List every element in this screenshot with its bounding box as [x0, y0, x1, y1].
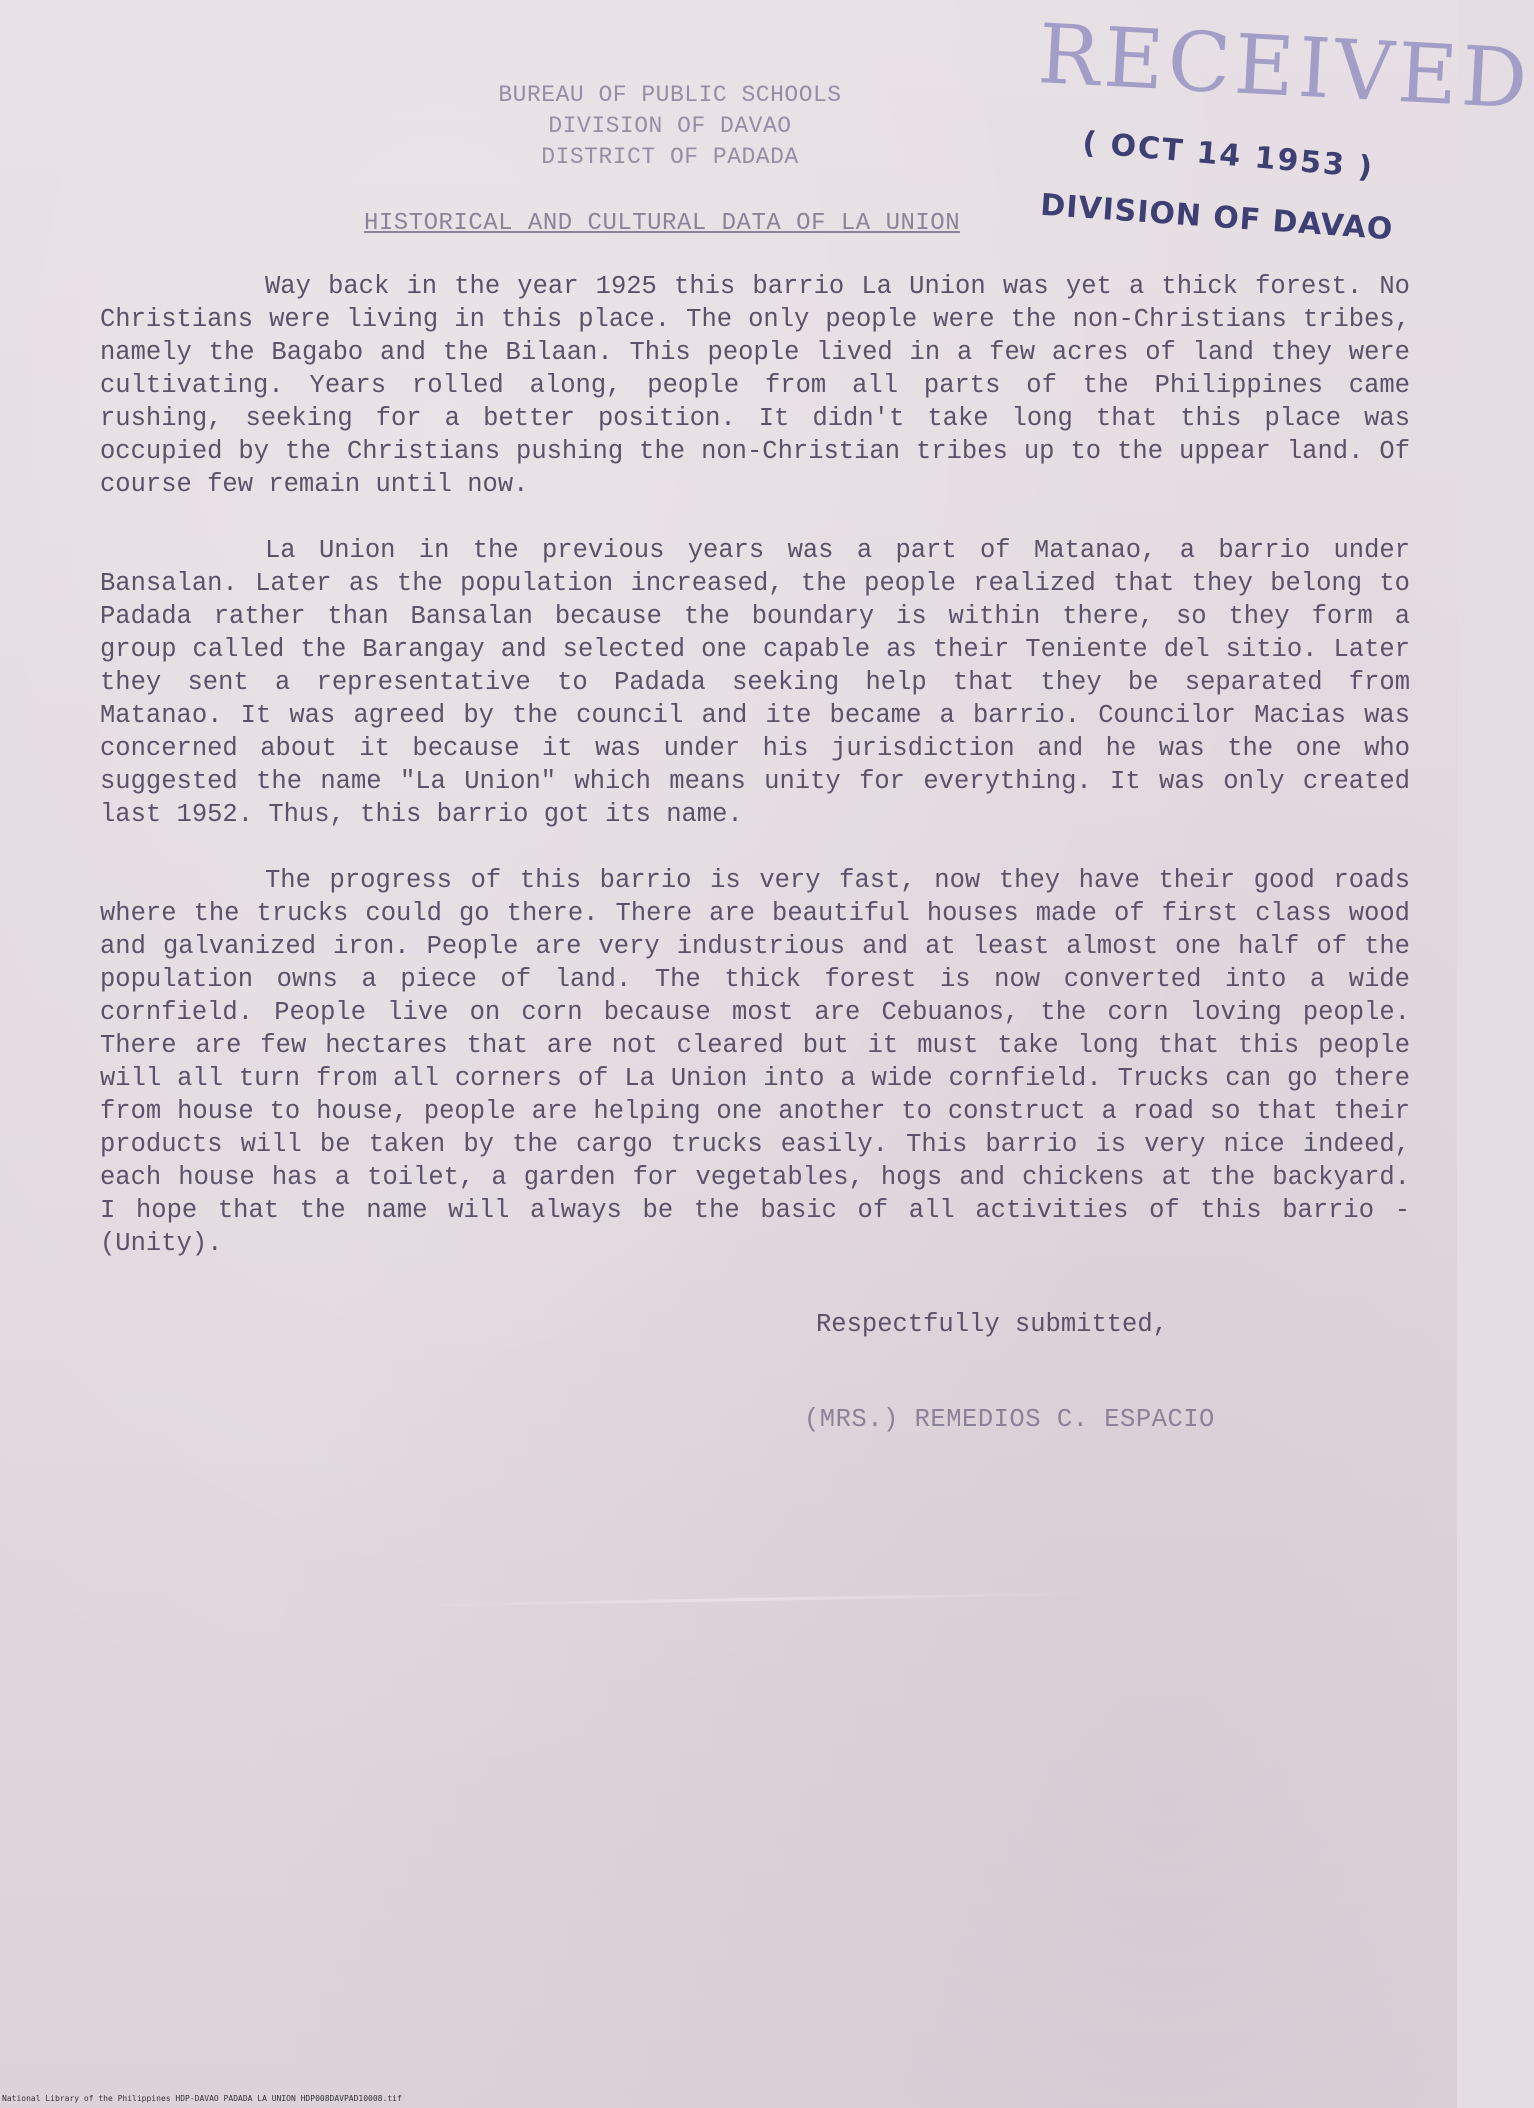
- signature-name: (MRS.) REMEDIOS C. ESPACIO: [804, 1405, 1215, 1434]
- letterhead-line-division: DIVISION OF DAVAO: [548, 113, 792, 139]
- document-title: HISTORICAL AND CULTURAL DATA OF LA UNION: [364, 210, 961, 237]
- paper-crease: [400, 1592, 1100, 1607]
- paragraph-progress: The progress of this barrio is very fast, now they have their good roads where the trucks could go there. There are beautiful houses made of first class wood and galvanized iron. People are very industrious and at least almost one half of the population owns a piece of land. The thick forest is now converted into a wide cornfield. People live on corn because most are Cebuanos, the corn loving people. There are few hectares that are not cleared but it must take long that this people will all turn from all corners of La Union into a wide cornfield. Trucks can go there from house to house, people are helping one another to construct a road so that their products will be taken by the cargo trucks easily. This barrio is very nice indeed, each house has a toilet, a garden for vegetables, hogs and chickens at the backyard. I hope that the name will always be the basic of all activities of this barrio - (Unity).: [100, 866, 1410, 1258]
- stamp-division: DIVISION OF DAVAO: [1039, 187, 1395, 248]
- received-stamp: [1030, 7, 1534, 260]
- letterhead-line-bureau: BUREAU OF PUBLIC SCHOOLS: [498, 82, 842, 108]
- stamp-date: ( OCT 14 1953 ): [1081, 125, 1376, 186]
- paragraph-origin-of-name: La Union in the previous years was a part of Matanao, a barrio under Bansalan. Later as the population increased, the people realized that they belong to Padada rather than Bansalan because the boundary is within there, so they form a group called the Barangay and selected one capable as their Teniente del sitio. Later they sent a representative to Padada seeking help that they be separated from Matanao. It was agreed by the council and ite became a barrio. Councilor Macias was concerned about it because it was under his jurisdiction and he was the one who suggested the name "La Union" which means unity for everything. It was only created last 1952. Thus, this barrio got its name.: [100, 536, 1410, 829]
- paragraph-history: Way back in the year 1925 this barrio La Union was yet a thick forest. No Christians were living in this place. The only people were the non-Christians tribes, namely the Bagabo and the Bilaan. This people lived in a few acres of land they were cultivating. Years rolled along, people from all parts of the Philippines came rushing, seeking for a better position. It didn't take long that this place was occupied by the Christians pushing the non-Christian tribes up to the uppear land. Of course few remain until now.: [100, 272, 1410, 499]
- stamp-received-word: RECEIVED: [1035, 7, 1534, 128]
- closing-line: Respectfully submitted,: [816, 1310, 1168, 1339]
- document-body: [100, 270, 1410, 1293]
- letterhead: [380, 80, 960, 173]
- archive-footer: National Library of the Philippines HDP-DAVAO PADADA LA UNION HDP008DAVPAD10008.tif: [2, 2094, 402, 2103]
- letterhead-line-district: DISTRICT OF PADADA: [541, 144, 799, 170]
